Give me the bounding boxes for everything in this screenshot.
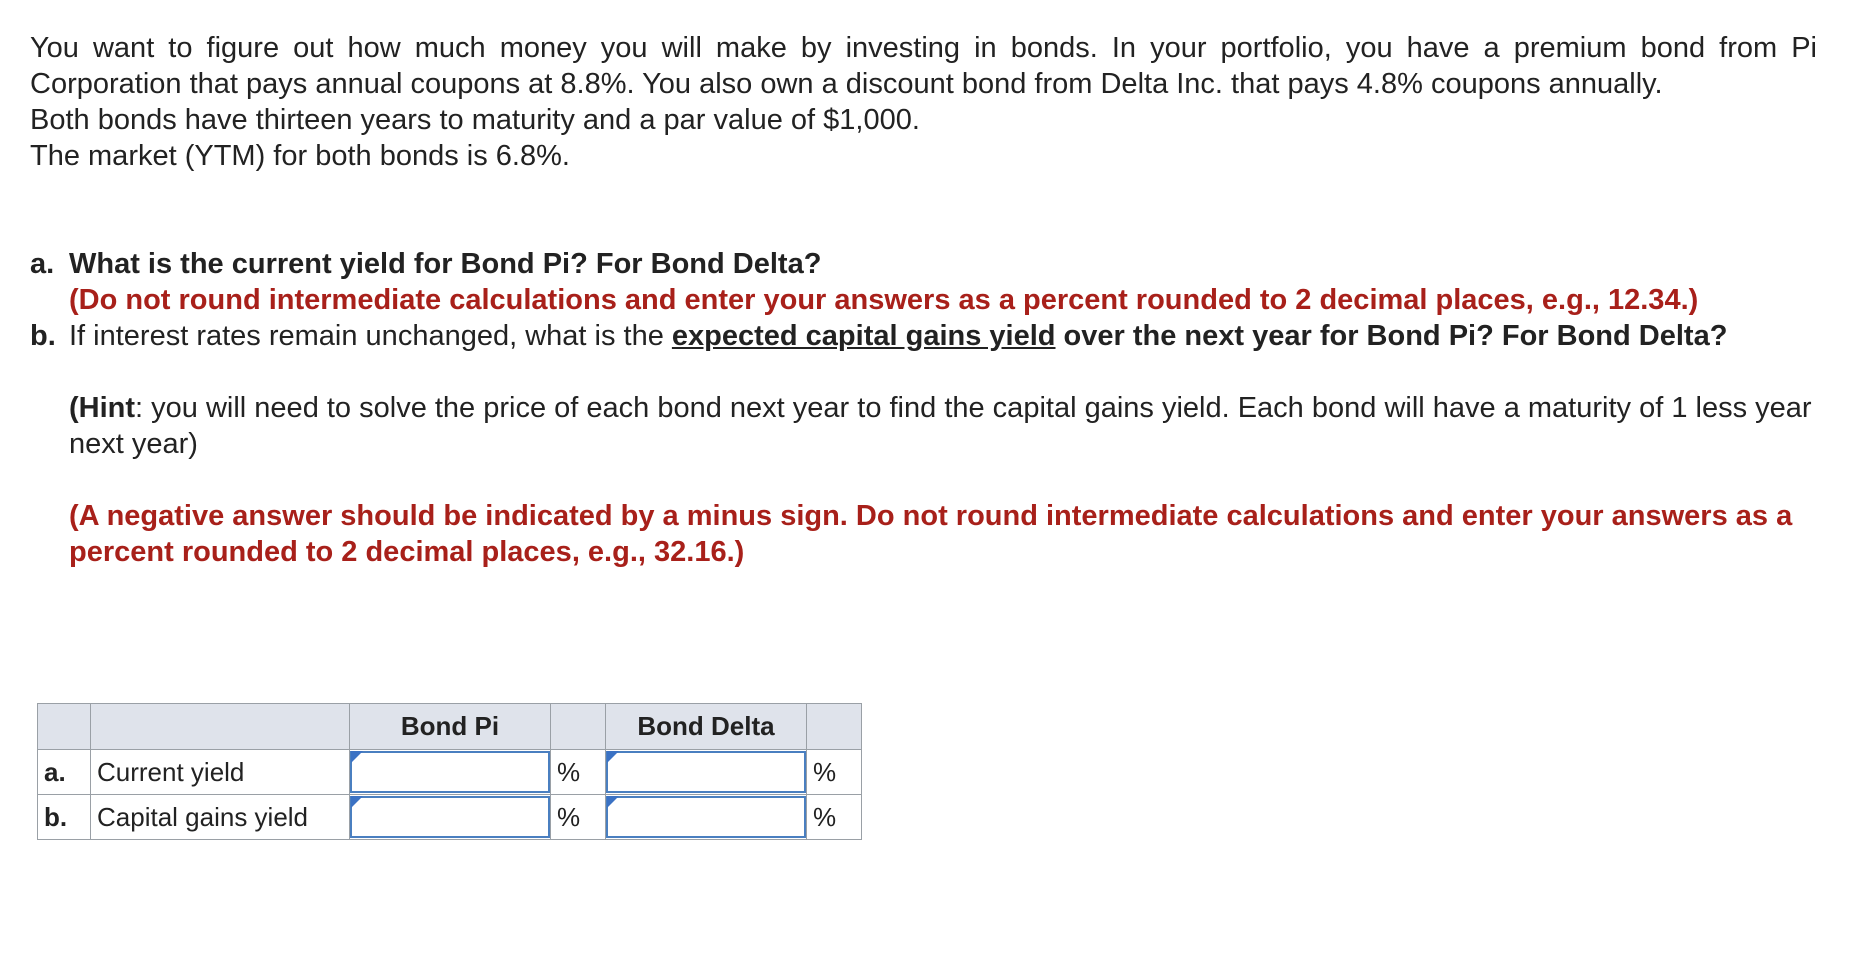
- percent-unit: %: [551, 795, 606, 840]
- question-a-letter: a.: [30, 248, 55, 280]
- answer-table: [37, 703, 862, 840]
- intro-ytm: The market (YTM) for both bonds is 6.8%.: [30, 140, 570, 172]
- percent-unit: %: [807, 750, 862, 795]
- question-list: [30, 246, 1830, 354]
- question-b-letter: b.: [30, 320, 56, 352]
- question-b-text-pre: If interest rates remain unchanged, what is the: [69, 320, 672, 352]
- cell-current-yield-delta: [606, 750, 807, 795]
- cell-capital-gains-pi: [350, 795, 551, 840]
- capital-gains-yield-delta-input[interactable]: [606, 796, 806, 838]
- header-bond-delta: Bond Delta: [606, 704, 807, 750]
- question-a: [30, 246, 1830, 318]
- answer-table-header: [38, 704, 862, 750]
- cell-capital-gains-delta: [606, 795, 807, 840]
- cell-current-yield-pi: [350, 750, 551, 795]
- table-row: [38, 795, 862, 840]
- table-row: [38, 750, 862, 795]
- question-content: [30, 30, 1830, 570]
- current-yield-delta-input[interactable]: [606, 751, 806, 793]
- negative-answer-note: (A negative answer should be indicated by a minus sign. Do not round intermediate calculations and enter your answers as a percent rounded to 2 decimal places, e.g., 32.16.): [69, 500, 1793, 568]
- question-a-rounding-note: (Do not round intermediate calculations and enter your answers as a percent rounded to 2 decimal places, e.g., 12.34.): [69, 284, 1699, 316]
- capital-gains-yield-pi-input[interactable]: [350, 796, 550, 838]
- question-b-text-post: over the next year for Bond Pi? For Bond Delta?: [1055, 320, 1728, 352]
- header-empty-unit-delta: [807, 704, 862, 750]
- question-a-text: What is the current yield for Bond Pi? For Bond Delta?: [69, 248, 822, 280]
- header-empty-unit-pi: [551, 704, 606, 750]
- question-b: [30, 318, 1830, 354]
- row-label-capital-gains-yield: Capital gains yield: [91, 795, 350, 840]
- hint-open-paren: (: [69, 392, 79, 424]
- row-label-current-yield: Current yield: [91, 750, 350, 795]
- intro-paragraph: You want to figure out how much money you will make by investing in bonds. In your portfolio, you have a premium bond from Pi Corporation that pays annual coupons at 8.8%. You also own a discount bond from Delta Inc. that pays 4.8% coupons annually.: [30, 32, 1817, 100]
- input-flag-icon: [607, 751, 619, 763]
- header-empty-label: [91, 704, 350, 750]
- question-b-emphasis: expected capital gains yield: [671, 320, 1056, 352]
- current-yield-pi-input[interactable]: [350, 751, 550, 793]
- input-flag-icon: [351, 796, 363, 808]
- hint-text: : you will need to solve the price of each bond next year to find the capital gains yield. Each bond will have a maturity of 1 less year next year): [69, 392, 1812, 460]
- row-letter: b.: [38, 795, 91, 840]
- intro-maturity: Both bonds have thirteen years to maturity and a par value of $1,000.: [30, 104, 920, 136]
- header-empty-letter: [38, 704, 91, 750]
- input-flag-icon: [607, 796, 619, 808]
- percent-unit: %: [807, 795, 862, 840]
- hint-label: Hint: [78, 392, 136, 424]
- input-flag-icon: [351, 751, 363, 763]
- problem-statement: [30, 30, 1830, 174]
- percent-unit: %: [551, 750, 606, 795]
- header-bond-pi: Bond Pi: [350, 704, 551, 750]
- row-letter: a.: [38, 750, 91, 795]
- hint-paragraph: [69, 390, 1829, 462]
